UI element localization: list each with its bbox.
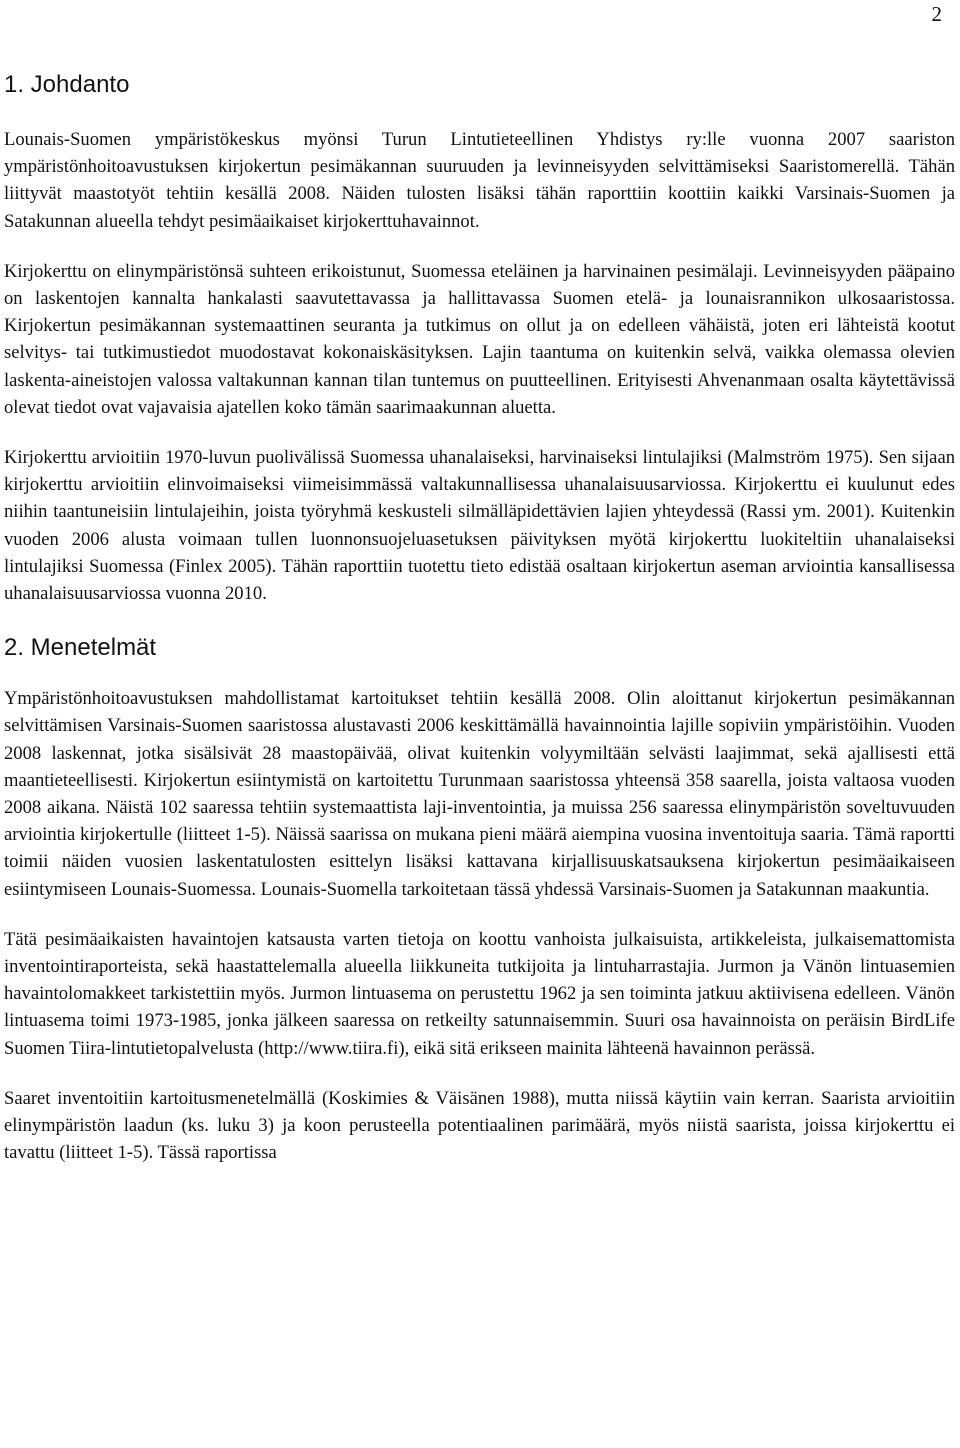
paragraph: Kirjokerttu on elinympäristönsä suhteen erikoistunut, Suomessa eteläinen ja harvinainen pesimälaji. Levinneisyyden pääpaino on laskentojen kannalta hankalasti saavutettavassa ja hallittavassa Suomen etelä- ja lounaisrannikon ulkosaaristossa. Kirjokertun pesimäkannan systemaattinen seuranta ja tutkimus on ollut ja on edelleen vähäistä, joten eri lähteistä kootut selvitys- tai tutkimustiedot muodostavat kokonaiskäsityksen. Lajin taantuma on kuitenkin selvä, vaikka olemassa olevien laskenta-aineistojen valossa valtakunnan kannan tilan tuntemus on puutteellinen. Erityisesti Ahvenanmaan osalta käytettävissä olevat tiedot ovat vajavaisia ajatellen koko tämän saarimaakunnan aluetta. [4,260,955,418]
paragraph: Lounais-Suomen ympäristökeskus myönsi Turun Lintutieteellinen Yhdistys ry:lle vuonna 2007 saariston ympäristönhoitoavustuksen kirjokertun pesimäkannan suuruuden ja levinneisyyden selvittämiseksi Saaristomerellä. Tähän liittyvät maastotyöt tehtiin kesällä 2008. Näiden tulosten lisäksi tähän raporttiin koottiin kaikki Varsinais-Suomen ja Satakunnan alueella tehdyt pesimäaikaiset kirjokerttuhavainnot. [4,129,955,232]
section-heading-johdanto: 1. Johdanto [4,71,130,98]
document-body [4,70,955,1167]
paragraph: Saaret inventoitiin kartoitusmenetelmällä (Koskimies & Väisänen 1988), mutta niissä käytiin vain kerran. Saarista arvioitiin elinympäristön laadun (ks. luku 3) ja koon perusteella potentiaalinen parimäärä, myös niistä saarista, joissa kirjokerttu ei tavattu (liitteet 1-5). Tässä raportissa [4,1087,955,1164]
page-number: 2 [931,2,942,26]
section-heading-menetelmat: 2. Menetelmät [4,634,157,662]
paragraph: Kirjokerttu arvioitiin 1970-luvun puolivälissä Suomessa uhanalaiseksi, harvinaiseksi lintulajiksi (Malmström 1975). Sen sijaan kirjokerttu arvioitiin elinvoimaiseksi viimeisimmässä valtakunnallisessa uhanalaisuusarviossa. Kirjokerttu ei kuulunut edes niihin taantuneisiin lintulajeihin, joista työryhmä keskusteli silmälläpidettävien lajien yhteydessä (Rassi ym. 2001). Kuitenkin vuoden 2006 alusta voimaan tullen luonnonsuojeluasetuksen päivityksen myötä kirjokerttu luokiteltiin uhanalaiseksi lintulajiksi Suomessa (Finlex 2005). Tähän raporttiin tuotettu tieto edistää osaltaan kirjokertun aseman arviointia kansallisessa uhanalaisuusarviossa vuonna 2010. [4,447,955,605]
paragraph: Tätä pesimäaikaisten havaintojen katsausta varten tietoja on koottu vanhoista julkaisuista, artikkeleista, julkaisemattomista inventointiraporteista, sekä haastattelemalla alueella liikkuneita tutkijoita ja lintuharrastajia. Jurmon ja Vänön lintuasemien havaintolomakkeet tarkistettiin myös. Jurmon lintuasema on perustettu 1962 ja sen toiminta jatkuu aktiivisena edelleen. Vänön lintuasema toimi 1973-1985, jonka jälkeen saaressa on retkeilty satunnaisemmin. Suuri osa havainnoista on peräisin BirdLife Suomen Tiira-lintutietopalvelusta (http://www.tiira.fi), eikä sitä erikseen mainita lähteenä havainnon perässä. [4,928,955,1059]
paragraph: Ympäristönhoitoavustuksen mahdollistamat kartoitukset tehtiin kesällä 2008. Olin aloittanut kirjokertun pesimäkannan selvittämisen Varsinais-Suomen saaristossa alustavasti 2006 keskittämällä havainnointia lajille sopiviin ympäristöihin. Vuoden 2008 laskennat, jotka sisälsivät 28 maastopäivää, olivat kuitenkin volyymiltään selvästi laajimmat, sekä ajallisesti että maantieteellisesti. Kirjokertun esiintymistä on kartoitettu Turunmaan saaristossa yhteensä 358 saarella, joista valtaosa vuoden 2008 aikana. Näistä 102 saaressa tehtiin systemaattista laji-inventointia, ja muissa 256 saaressa elinympäristön soveltuvuuden arviointia kirjokertulle (liitteet 1-5). Näissä saarissa on mukana pieni määrä aiempina vuosina inventoituja saaria. Tämä raportti toimii näiden vuosien laskentatulosten esittelyn lisäksi kattavana kirjallisuuskatsauksena kirjokertun pesimäaikaiseen esiintymiseen Lounais-Suomessa. Lounais-Suomella tarkoitetaan tässä yhdessä Varsinais-Suomen ja Satakunnan maakuntia. [4,688,955,900]
